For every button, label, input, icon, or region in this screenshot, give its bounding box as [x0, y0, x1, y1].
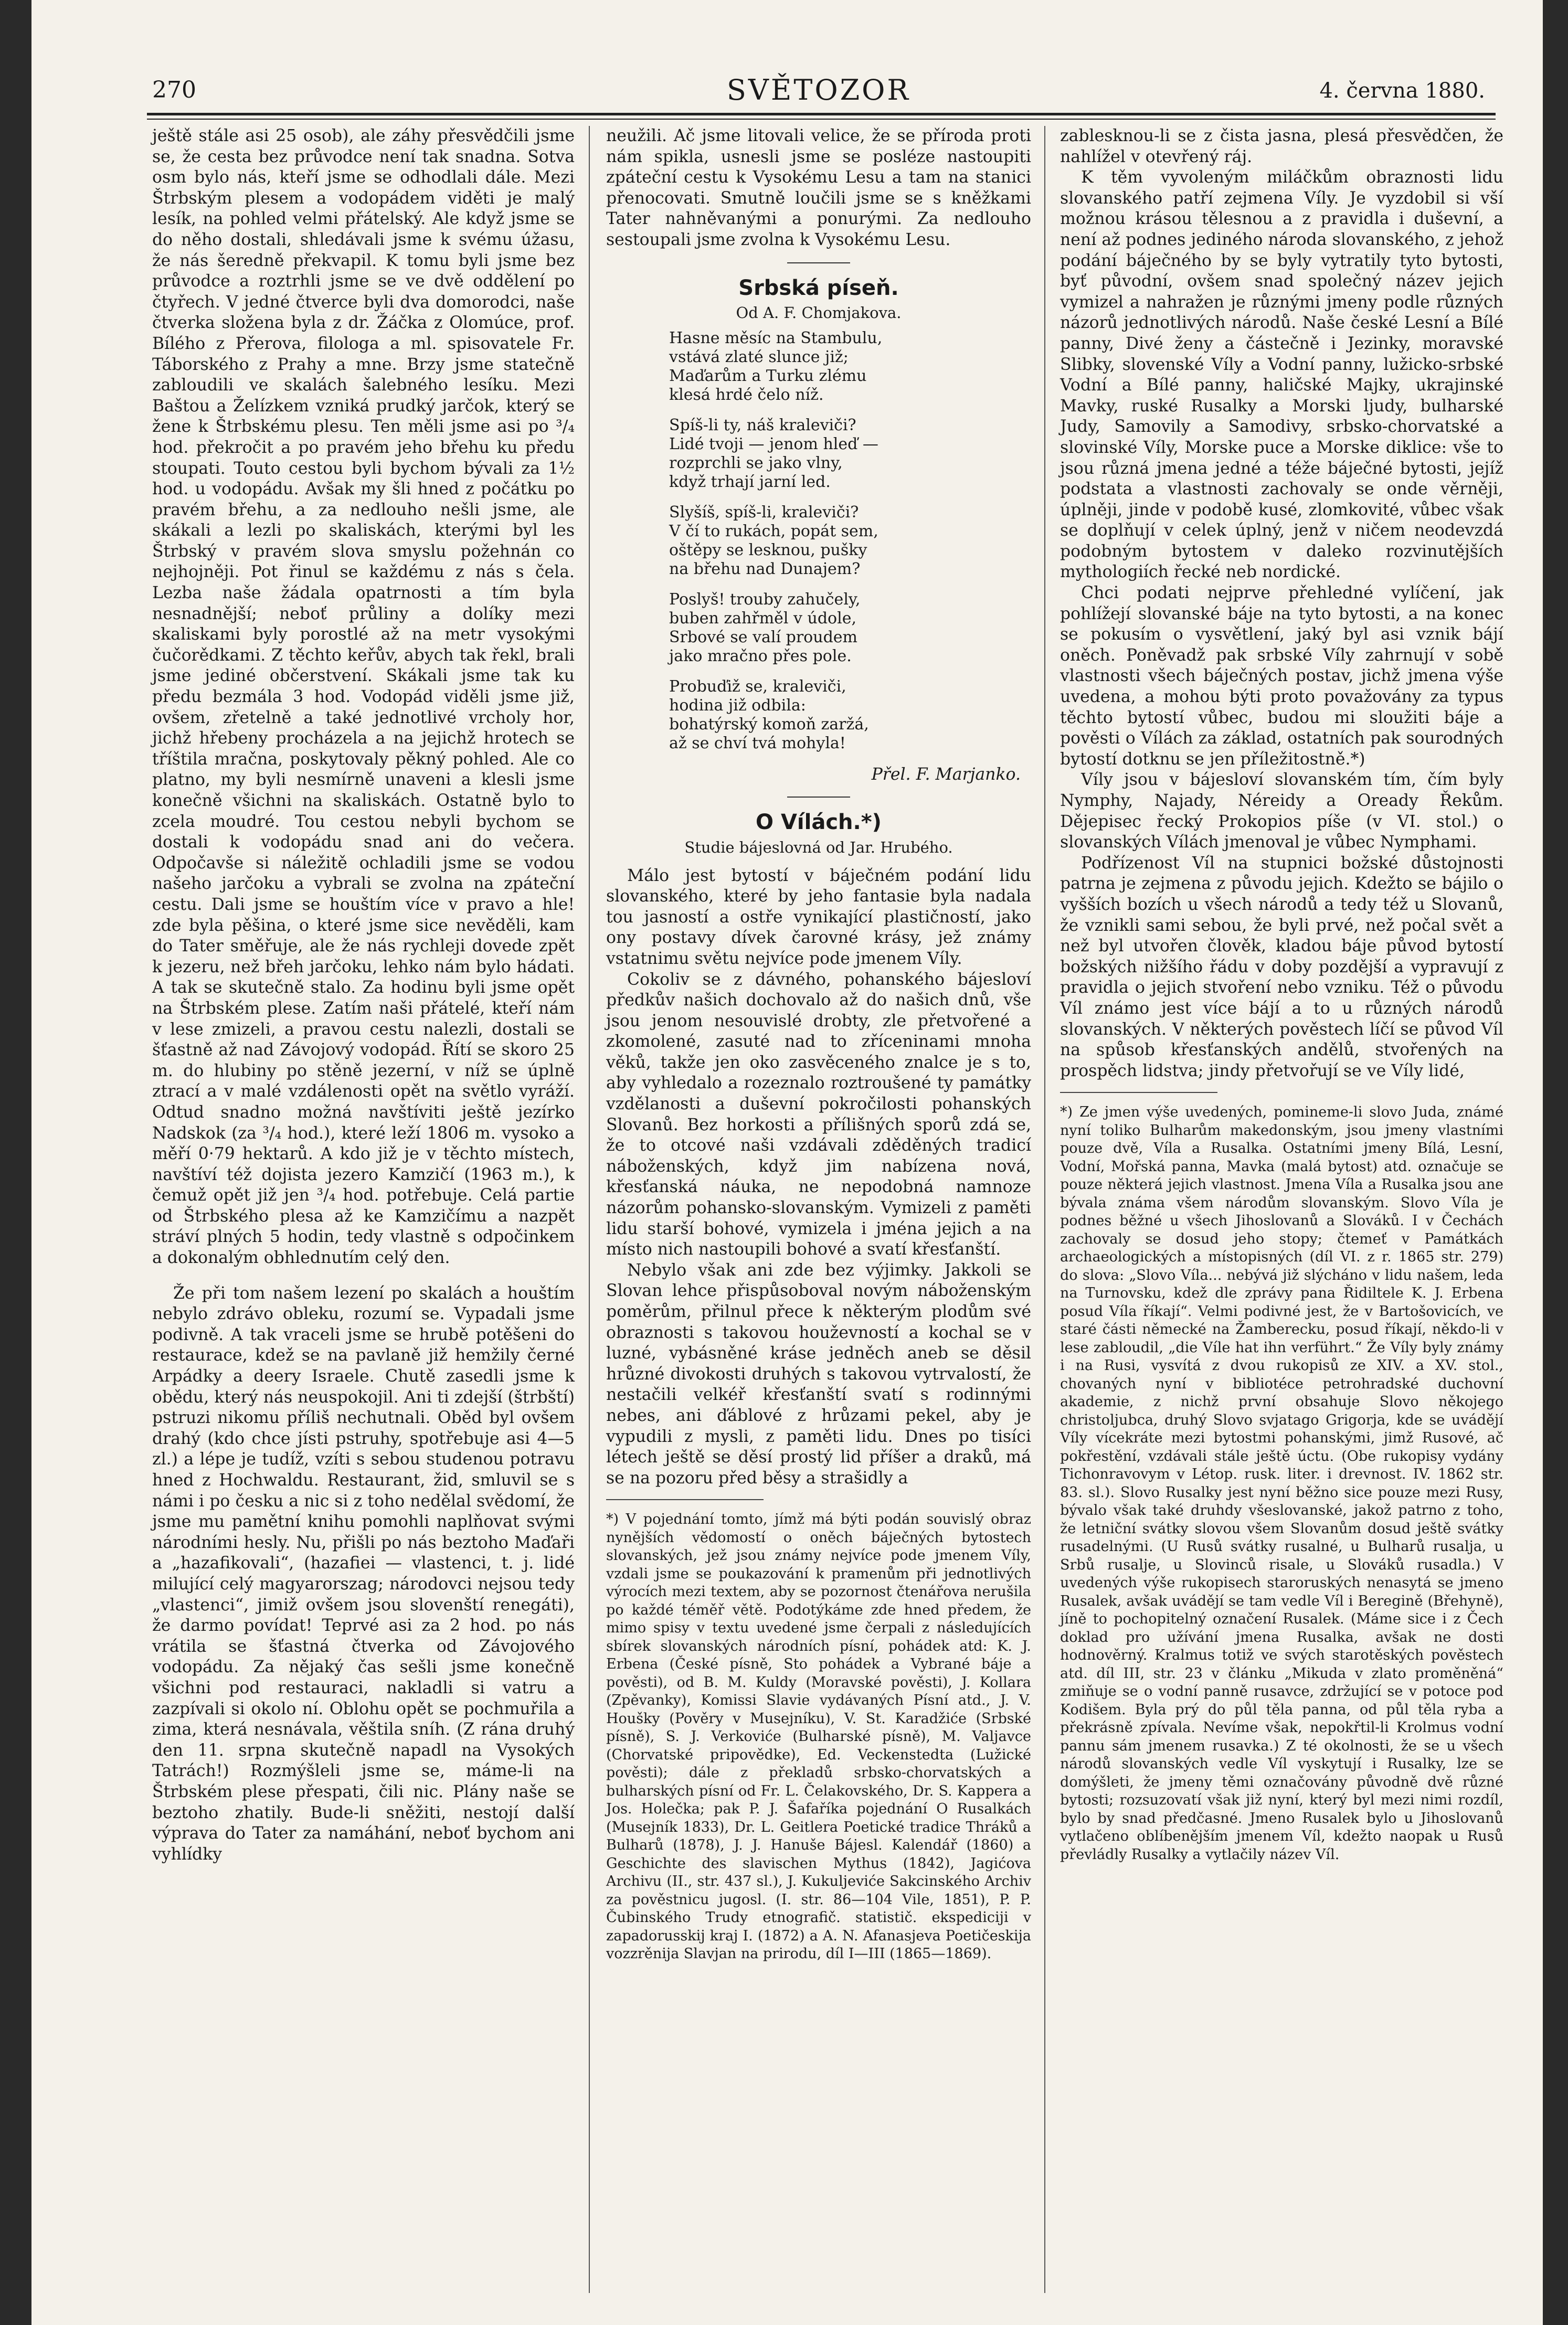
- poem-stanza: Hasne měsíc na Stambulu, vstává zlaté slunce již; Maďarům a Turku zlému klesá hrdé čelo níž.: [669, 328, 883, 404]
- page-header: [136, 73, 1501, 110]
- article-subtitle: Studie bájeslovná od Jar. Hrubého.: [684, 838, 953, 856]
- col3-paragraph: Víly jsou v bájesloví slovanském tím, čím byly Nymphy, Najady, Néreidy a Oready Řekům. Dějepisec řecký Prokopios píše (v VI. stol.) o slovanských Vílách jmenoval je vůbec Nymphami.: [1060, 770, 1503, 852]
- header-rule-thin: [147, 119, 1496, 120]
- col3-paragraph: K těm vyvoleným miláčkům obraznosti lidu slovanského patří zejmena Víly. Je vyzdobil si vší možnou krásou tělesnou a z pravidla i duševní, a není až podnes jediného národa slovanského, z jehož podání báječného by se byly vytratily tyto bytosti, byť původní, ovšem snad společný název jejich vymizel a nahražen je různými jmeny podle různých názorů jednotlivých národů. Naše české Lesní a Bílé panny, Divé ženy a částečně i Jezinky, moravské Slibky, slovenské Víly a Vodní panny, lužicko-srbské Vodní a Bílé panny, haličské Majky, ukrajinské Mavky, ruské Rusalky a Morski ljudy, bulharské Judy, Samovily a Samodivy, srbsko-chorvatské a slovinské Víly, Morske puce a Morske diklice: vše to jsou různá jmena jedné a téže báječné bytosti, jejíž podstata a vlastnosti zachovaly se onde věrněji, úplněji, jinde v podobě kusé, zlomkovité, vůbec však se doplňují v celek úplný, jenž v ničem neodevzdá podobným bytostem v daleko rozvinutějších mythologiích řecké neb nordické.: [1060, 168, 1503, 582]
- poem-stanza: Spíš-li ty, náš kraleviči? Lidé tvoji — jenom hleď — rozprchli se jako vlny, když trhají jarní led.: [669, 416, 878, 491]
- article-paragraph: Cokoliv se z dávného, pohanského bájesloví předkův našich dochovalo až do našich dnů, vše jsou jenom nesouvislé drobty, zle přetvořené a zkomolené, zasuté nad to zříceninami mnoha věků, takže jen oko zasvěceného znalce je s to, aby vyhledalo a rozeznalo roztroušené ty památky vzdělanosti a duševní pokročilosti pohanských Slovanů. Bez horkosti a přílišných sporů zdá se, že to otcové naši vzdávali zděděných tradicí náboženských, když jim nabízena nová, křesťanská náuka, ne nepodobná namnoze názorům pohansko-slovanským. Vymizeli z paměti lidu starší bohové, vymizela i jména jejich a na místo nich nastoupili bohové a svatí křesťanští.: [606, 970, 1031, 1259]
- poem-byline: Od A. F. Chomjakova.: [736, 304, 902, 322]
- col3-paragraph: zablesknou-li se z čista jasna, plesá přesvědčen, že nahlížel v otevřený ráj.: [1060, 126, 1503, 166]
- column-2: [606, 126, 1031, 1963]
- col1-paragraph-1: ještě stále asi 25 osob), ale záhy přesvědčili jsme se, že cesta bez průvodce není tak snadna. Sotva osm bylo nás, kteří jsme se odhodlali dále. Mezi Štrbským plesem a vodopádem viděti je malý lesík, na pohled velmi přátelský. Ale když jsme se do něho dostali, shledávali jsme k svému úžasu, že nás šeredně překvapil. K tomu byli jsme bez průvodce a roztrhli jsme se ve dvě oddělení po čtyřech. V jedné čtverce byli dva domorodci, naše čtverka složena byla z dr. Žáčka z Olomúce, prof. Bílého z Přerova, filologa a ml. spisovatele Fr. Táborského z Prahy a mne. Brzy jsme statečně zabloudili ve skalách šalebného lesíku. Mezi Baštou a Želízkem vzniká prudký jarčok, který se žene k Štrbskému plesu. Ten měli jsme asi po ³/₄ hod. překročit a po pravém jeho břehu ku předu stoupati. Touto cestou byli bychom bývali za 1½ hod. u vodopádu. Avšak my šli hned z počátku po pravém břehu, a za nedlouho nešli jsme, ale skákali a lezli po skaliskách, kterými byl les Štrbský v pravém slova smyslu požehnán co nejhojněji. Pot řinul se každému z nás s čela. Lezba naše žádala opatrnosti a tím byla nesnadnější; neboť průliny a dolíky mezi skaliskami byly porostlé až na metr vysokými čučorědkami. Z těchto keřův, abych tak řekl, brali jsme jediné občerstvení. Skákali jsme tak ku předu bezmála 3 hod. Vodopád viděli jsme již, ovšem, zřetelně a také jednotlivé vrcholy hor, jichž hřebeny procházela a na jejichž hrotech se tříštila mračna, poskytovaly pěkný pohled. Ale co platno, my byli nesmírně unaveni a klesli jsme konečně všichni na skaliskách. Ostatně bylo to zcela moudré. Tou cestou nebyli bychom se dostali k vodopádu snad ani do večera. Odpočavše si náležitě ochladili jsme se vodou našeho jarčoku a vybrali se zvolna na zpáteční cestu. Dali jsme se houštím více v pravo a hle! zde byla pěšina, o které jsme sice nevěděli, kam do Tater směřuje, ale že nás rychleji dovede zpět k jezeru, než břeh jarčoku, lehko nám bylo hádati. A tak se skutečně stalo. Za hodinu byli jsme opět na Štrbském plese. Zatím naši přátelé, kteří nám v lese zmizeli, a pravou cestu nalezli, dostali se šťastně až nad Závojový vodopád. Řítí se skoro 25 m. do hlubiny po stěně jezerní, v níž se úplně ztrací a v malé vzdálenosti opět na světlo vyráží. Odtud snadno možná navštíviti ještě jezírko Nadskok (za ³/₄ hod.), které leží 1806 m. vysoko a měří 0·79 hektarů. A kdo již je v těchto místech, navštíví též dojista jezero Kamzičí (1963 m.), k čemuž opět již jen ³/₄ hod. potřebuje. Celá partie od Štrbského plesa až ke Kamzičímu a nazpět stráví plných 5 hodin, tedy vlastně s odpočinkem a dokonalým obhlednutím celý den.: [152, 126, 575, 1268]
- journal-title: SVĚTOZOR: [726, 73, 911, 107]
- col2-intro: neužili. Ač jsme litovali velice, že se příroda proti nám spikla, usnesli jsme se posléze nastoupiti zpáteční cestu k Vysokému Lesu a tam na stanici přenocovati. Smutně loučili jsme se s kněžkami Tater nahněvanými a ponurými. Za nedlouho sestoupali jsme zvolna k Vysokému Lesu.: [606, 126, 1031, 249]
- newspaper-page: [31, 0, 1543, 2325]
- column-1: [152, 126, 575, 1865]
- article-paragraph: Málo jest bytostí v báječném podání lidu slovanského, které by jeho fantasie byla nadala tou jasností a ostře vynikající plastičností, jako ony postavy dívek čarovné krásy, jež známy vstatnimu světu nejvíce pode jmenem Víly.: [606, 866, 1031, 968]
- poem-body: [669, 329, 1031, 753]
- section-divider: [787, 262, 850, 263]
- page-number: 270: [152, 77, 196, 103]
- poem-stanza: Poslyš! trouby zahučely, buben zahřměl v údole, Srbové se valí proudem jako mračno přes pole.: [669, 590, 861, 665]
- poem-title: Srbská píseň.: [738, 275, 899, 300]
- article-paragraph: Nebylo však ani zde bez výjimky. Jakkoli se Slovan lehce přispůsoboval novým náboženským poměrům, přilnul přece k některým plodům své obraznosti s takovou houževností a kochal se v luzné, vybásněné kráse jedněch aneb se děsil hrůzné divokosti druhých s takovou vytrvalostí, že nestačili velkéř křesťanští svatí s rodinnými nebes, ani ďáblové z hrůzami pekel, aby je vypudili z mysli, z paměti lidu. Dnes po tisíci létech ještě se děsí prostý lid příšer a draků, má se na pozoru před běsy a strašidly a: [606, 1260, 1031, 1488]
- section-divider: [787, 797, 850, 798]
- col3-paragraph: Podřízenost Víl na stupnici božské důstojnosti patrna je zejmena z původu jejich. Kdežto se bájilo o vyšších bozích u všech národů a tedy též u Slovanů, že vznikli sami sebou, že byli prvé, než počal svět a než byl utvořen člověk, kladou báje původ bytostí božských nižšího řádu v doby pozdější a vypravují z pravidla o jejich stvoření nebo vzniku. Též o původu Víl známo jest více bájí a to u různých národů slovanských. V některých pověstech líčí se původ Víl na spůsob křesťanských andělů, stvořených na prospěch lidstva; jindy přetvořují se ve Víly lidé,: [1060, 853, 1503, 1080]
- footnote-rule: [606, 1499, 764, 1500]
- poem-stanza: Slyšíš, spíš-li, kraleviči? V čí to rukách, popát sem, oštěpy se lesknou, pušky na břehu nad Dunajem?: [669, 503, 878, 578]
- poem-translator: Přel. F. Marjanko.: [871, 765, 1021, 784]
- col1-paragraph-2: Že při tom našem lezení po skalách a houštím nebylo zdrávo obleku, rozumí se. Vypadali jsme podivně. A tak vraceli jsme se hrubě potěšeni do restaurace, kdež se na pavlaně již hemžily černé Arpádky a deery Israele. Chutě zasedli jsme k obědu, který nás neuspokojil. Ani ti zdejší (štrbští) pstruzi nikomu příliš nechutnali. Oběd byl ovšem drahý (kdo chce jísti pstruhy, spotřebuje asi 4—5 zl.) a lépe je tudíž, vzíti s sebou studenou potravu hned z Hochwaldu. Restaurant, žid, smluvil se s námi i po česku a nic si z toho nedělal svědomí, že jsme mu pamětní knihu pomohli naplňovat svými národními hesly. Nu, přišli po nás beztoho Maďaři a „hazafikovali“, (hazafiei — vlastenci, t. j. lidé milující celý magyarorszag; národovci nejsou tedy „vlastenci“, jimiž ovšem jsou slovenští renegáti), že darmo povídat! Teprvé asi za 2 hod. po nás vrátila se šťastná čtverka od Závojového vodopádu. Za nějaký čas sešli jsme konečně všichni pod restauraci, nakladli si vatru a zazpívali si okolo ní. Oblohu opět se pochmuřila a zima, která nesnávala, věštila sníh. (Z rána druhý den 11. srpna skutečně napadl na Vysokých Tatrách!) Rozmýšleli jsme se, máme-li na Štrbském plese přespati, čili nic. Plány naše se beztoho zhatily. Bude-li sněžiti, nestojí další výprava do Tater za namáhání, neboť bychom ani vyhlídky: [152, 1283, 575, 1864]
- column-3: [1060, 126, 1503, 1864]
- article-title: O Vílách.*): [756, 810, 882, 835]
- footnote: *) V pojednání tomto, jímž má býti podán souvislý obraz nynějších vědomostí o oněch báječných bytostech slovanských, jež jsou známy nejvíce pode jmenem Víly, vzdali jsme se poukazování k pramenům při jednotlivých výrocích mezi textem, aby se pozornost čtenářova nerušila po každé téměř větě. Podotýkáme zde hned předem, že mimo spisy v textu uvedené jsme čerpali z následujících sbírek slovanských národních písní, pohádek atd: K. J. Erbena (České písně, Sto pohádek a Vybrané báje a pověsti), od B. M. Kuldy (Moravské pověsti), J. Kollara (Zpěvanky), Komissi Slavie vydávaných Písní atd., J. V. Houšky (Pověry v Musejníku), V. St. Karadžiće (Srbské písně), S. J. Verkoviće (Bulharské písně), M. Valjavce (Chorvatské pripovědke), Ed. Veckenstedta (Lužické pověsti); dále z překladů srbsko-chorvatských a bulharských písní od Fr. L. Čelakovského, Dr. S. Kappera a Jos. Holečka; pak P. J. Šafaříka pojednání O Rusalkách (Musejník 1833), Dr. L. Geitlera Poetické tradice Thráků a Bulharů (1878), J. J. Hanuše Bájesl. Kalendář (1860) a Geschichte des slavischen Mythus (1842), Jagićova Archivu (II., str. 437 sl.), J. Kukuljeviće Sakcinského Archiv za pověstnicu jugosl. (I. str. 86—104 Vile, 1851), P. P. Čubinského Trudy etnografič. statistič. ekspediciji v zapadorusskij kraj I. (1872) a A. N. Afanasjeva Poetičeskija vozzrěnija Slavjan na prirodu, díl I—III (1865—1869).: [606, 1511, 1031, 1962]
- footnote-rule: [1060, 1092, 1217, 1093]
- footnote: *) Ze jmen výše uvedených, pomineme-li slovo Juda, známé nyní toliko Bulharům makedonským, jsou jmeny vlastními pouze dvě, Víla a Rusalka. Ostatními jmeny Bílá, Lesní, Vodní, Mořská panna, Mavka (malá bytost) atd. označuje se pouze některá jejich vlastnost. Jmena Víla a Rusalka jsou ane bývala známa všem národům slovanským. Slovo Víla je podnes běžné u všech Jihoslovanů a Slováků. I v Čechách zachovaly se dosud jeho stopy; čtemeť v Památkách archaeologických a místopisných (díl VI. z r. 1865 str. 279) do slova: „Slovo Víla... nebývá již slýcháno v lidu našem, leda na Turnovsku, kdež dle zprávy pana Řidiltele K. J. Erbena posud Víla říkají“. Velmi podivné jest, že v Bartošovicích, ve staré části německé na Žamberecku, posud říkají, někdo-li v lese zabloudil, „die Víle hat ihn verführt.“ Že Víly byly známy i na Rusi, vysvítá z dvou rukopisů ze XIV. a XV. stol., chovaných nyní v bibliotéce petrohradské duchovní akademie, z nichž první obsahuje Slovo někojego christoljubca, druhý Slovo svjatago Grigorja, kde se uvádějí Víly vícekráte mezi bytostmi pohanskými, jimž Rusové, ač pokřestění, vzdávali stále ještě úctu. (Obe rukopisy vydány Tichonravovym v Létop. rusk. liter. i drevnost. IV. 1862 str. 83. sl.). Slovo Rusalky jest nyní běžno sice pouze mezi Rusy, bývalo však také druhdy všeslovanské, jakož patrno z toho, že letniční svátky slovou všem Slovanům dosud ještě svátky rusadelnými. (U Rusů svátky rusalné, u Bulharů rusalja, u Srbů rusalje, u Slovinců risale, u Slováků rusadla.) V uvedených výše rukopisech staroruských nenasytá se jmeno Rusalek, avšak uvádějí se tam vedle Víl i Beregině (Břehyně), jíně to pochopitelný označení Rusalek. (Máme sice i z Čech doklad pro užívání jmena Rusalka, avšak ne dosti hodnověrný. Kralmus totiž ve svých starotěských pověstech atd. díl III, str. 23 v článku „Mikuda v zlato proměněná“ zmiňuje se o vodní panně rusavce, zdržující se v potoce pod Kodišem. Byla prý do půl těla panna, od půl těla ryba a překrásně zpívala. Nevíme však, nepokřtil-li Krolmus vodní pannu sám jmenem rusavka.) Z té okolnosti, že se u všech národů slovanských vedle Víl vyskytují i Rusalky, lze se domýšleti, že jmeny těmi označovány původně dvě různé bytosti; rozsuzovatí však již nyní, který byl mezi nimi rozdíl, bylo by snad předčasné. Jmeno Rusalek bylo u Jihoslovanů vytlačeno oblíbenějším jmenem Víl, kdežto naopak u Rusů převládly Rusalky a vytlačily název Víl.: [1060, 1104, 1503, 1863]
- col3-paragraph: Chci podati nejprve přehledné vylíčení, jak pohlížejí slovanské báje na tyto bytosti, a na konec se pokusím o vysvětlení, jaký byl asi vznik bájí oněch. Poněvadž pak srbské Víly zahrnují v sobě vlastnosti všech báječných postav, jichž jmena výše uvedena, a mohou býti proto považovány za typus těchto bytostí vůbec, budou mi sloužiti báje a pověsti o Vílách za základ, ostatních pak sourodných bytostí dotknu se jen příležitostně.*): [1060, 583, 1503, 769]
- issue-date: 4. června 1880.: [1319, 79, 1485, 103]
- column-divider-right: [1044, 126, 1045, 2293]
- column-divider-left: [589, 126, 590, 2293]
- header-rule: [147, 113, 1496, 115]
- poem-stanza: Probuďiž se, kraleviči, hodina již odbila: bohatýrský komoň zaržá, až se chví tvá mohyla!: [669, 677, 869, 752]
